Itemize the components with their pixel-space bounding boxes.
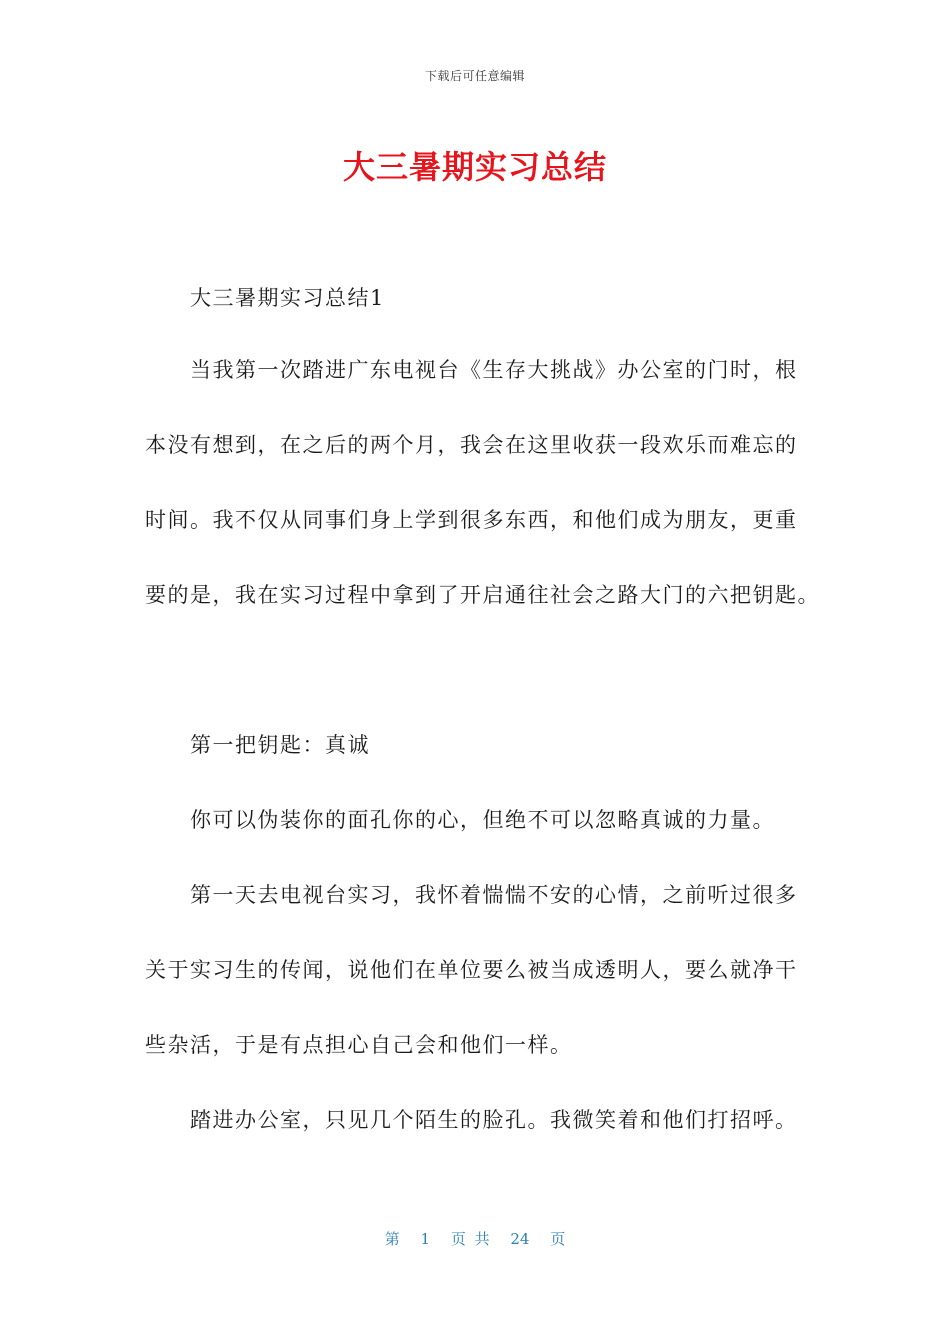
page-number: 1 — [420, 1230, 431, 1248]
page-label-suffix: 页 — [550, 1230, 566, 1248]
paragraph-line: 时间。我不仅从同事们身上学到很多东西，和他们成为朋友，更重 — [145, 508, 798, 532]
paragraph-line: 要的是，我在实习过程中拿到了开启通往社会之路大门的六把钥匙。 — [145, 583, 820, 607]
page-label-mid: 页 共 — [450, 1230, 490, 1248]
page-label-prefix: 第 — [384, 1230, 400, 1248]
page-footer — [0, 1228, 950, 1249]
paragraph-line: 本没有想到，在之后的两个月，我会在这里收获一段欢乐而难忘的 — [145, 433, 798, 457]
document-title: 大三暑期实习总结 — [342, 148, 607, 186]
section-heading: 大三暑期实习总结1 — [190, 286, 385, 310]
paragraph-line: 些杂活，于是有点担心自己会和他们一样。 — [145, 1033, 573, 1057]
paragraph-line: 第一天去电视台实习，我怀着惴惴不安的心情，之前听过很多 — [190, 883, 798, 907]
paragraph-line: 你可以伪装你的面孔你的心，但绝不可以忽略真诚的力量。 — [190, 808, 775, 832]
paragraph-line: 踏进办公室，只见几个陌生的脸孔。我微笑着和他们打招呼。 — [190, 1108, 798, 1132]
page-total: 24 — [510, 1230, 530, 1248]
key-heading: 第一把钥匙：真诚 — [190, 733, 370, 757]
paragraph-line: 关于实习生的传闻，说他们在单位要么被当成透明人，要么就净干 — [145, 958, 798, 982]
paragraph-line: 当我第一次踏进广东电视台《生存大挑战》办公室的门时，根 — [190, 358, 798, 382]
header-note: 下载后可任意编辑 — [424, 69, 525, 83]
